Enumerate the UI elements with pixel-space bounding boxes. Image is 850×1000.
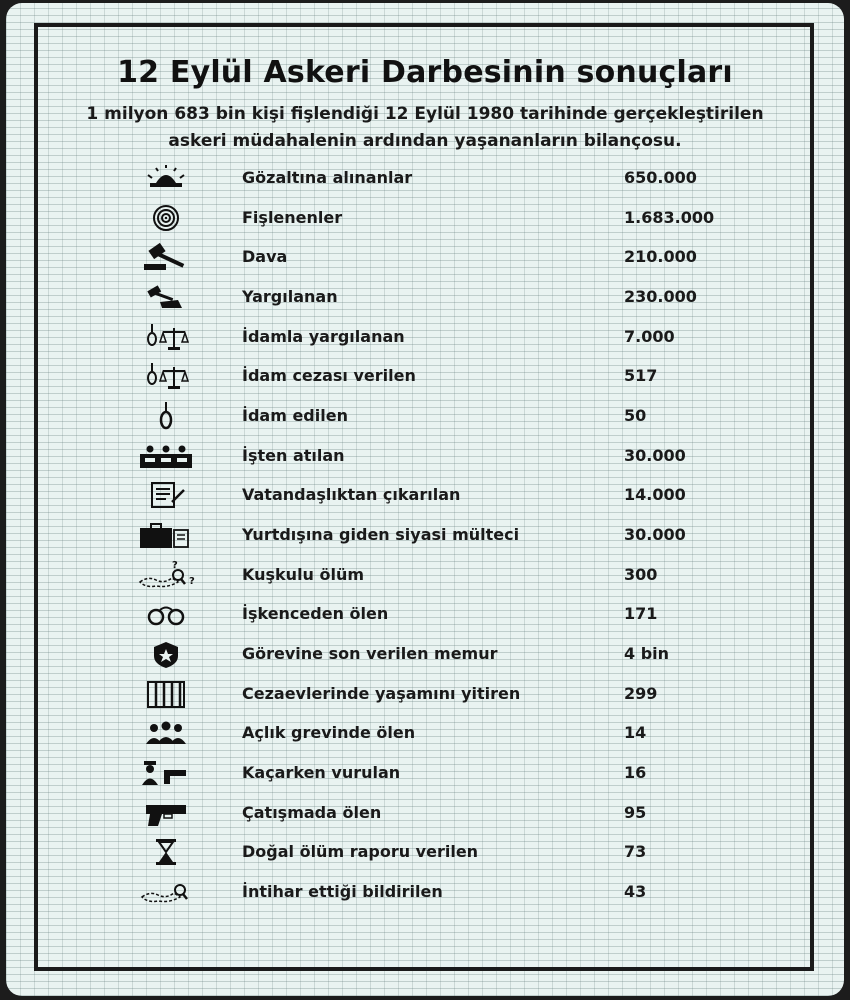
stat-row — [6, 837, 844, 877]
noose-scales-icon — [134, 361, 198, 391]
stat-label: Fişlenenler — [242, 207, 343, 227]
stat-row — [6, 758, 844, 798]
stat-row — [6, 242, 844, 282]
noose-scales-icon — [134, 322, 198, 352]
stat-row — [6, 520, 844, 560]
fingerprint-icon — [134, 203, 198, 233]
stat-row — [6, 798, 844, 838]
stat-value: 210.000 — [624, 247, 697, 267]
stat-value: 1.683.000 — [624, 207, 715, 227]
page-subtitle — [6, 101, 844, 155]
stat-value: 299 — [624, 683, 658, 703]
gavel-hand-icon — [134, 282, 198, 312]
stat-row — [6, 877, 844, 917]
stat-label: Görevine son verilen memur — [242, 643, 498, 663]
stat-value: 16 — [624, 762, 647, 782]
stat-value: 30.000 — [624, 524, 686, 544]
stat-row — [6, 401, 844, 441]
gavel-icon — [134, 242, 198, 272]
stat-label: İdam edilen — [242, 405, 348, 425]
stat-row — [6, 679, 844, 719]
prison-bars-icon — [134, 679, 198, 709]
stat-value: 43 — [624, 881, 647, 901]
stat-value: 230.000 — [624, 286, 697, 306]
stat-label: Yargılanan — [242, 286, 338, 306]
stat-label: İdam cezası verilen — [242, 366, 416, 386]
statistics-list — [6, 163, 844, 916]
svg-text:?: ? — [172, 559, 178, 571]
subtitle-line-2: askeri müdahalenin ardından yaşananların bilançosu. — [168, 131, 682, 151]
stat-label: İdamla yargılanan — [242, 326, 405, 346]
page-title: 12 Eylül Askeri Darbesinin sonuçları — [117, 55, 733, 90]
body-outline-magnifier-icon — [134, 877, 198, 907]
stat-row — [6, 163, 844, 203]
stat-value: 50 — [624, 405, 647, 425]
svg-text:?: ? — [189, 575, 195, 587]
infographic-card — [6, 3, 844, 996]
stat-value: 73 — [624, 842, 647, 862]
stat-row — [6, 560, 844, 600]
stat-value: 7.000 — [624, 326, 675, 346]
stat-value: 14 — [624, 723, 647, 743]
stat-label: Vatandaşlıktan çıkarılan — [242, 485, 461, 505]
stat-row — [6, 322, 844, 362]
stat-label: Yurtdışına giden siyasi mülteci — [242, 524, 520, 544]
stat-value: 95 — [624, 802, 647, 822]
stat-label: İşkenceden ölen — [242, 604, 389, 624]
stat-row — [6, 361, 844, 401]
stat-row — [6, 441, 844, 481]
pistol-icon — [134, 798, 198, 828]
stat-row — [6, 639, 844, 679]
stat-value: 171 — [624, 604, 658, 624]
stat-label: İşten atılan — [242, 445, 345, 465]
stat-label: Çatışmada ölen — [242, 802, 382, 822]
stat-value: 650.000 — [624, 168, 697, 187]
stat-row — [6, 718, 844, 758]
subtitle-line-1: 1 milyon 683 bin kişi fişlendiği 12 Eylül 1980 tarihinde gerçekleştirilen — [86, 104, 764, 124]
stat-value: 30.000 — [624, 445, 686, 465]
stat-label: Açlık grevinde ölen — [242, 723, 416, 743]
stat-row — [6, 203, 844, 243]
stat-label: Kuşkulu ölüm — [242, 564, 365, 584]
stat-value: 300 — [624, 564, 658, 584]
briefcase-document-icon — [134, 520, 198, 550]
noose-icon — [134, 401, 198, 431]
stat-row — [6, 599, 844, 639]
document-icon — [134, 480, 198, 510]
siren-icon — [134, 163, 198, 193]
stat-label: İntihar ettiği bildirilen — [242, 881, 443, 901]
stat-label: Cezaevlerinde yaşamını yitiren — [242, 683, 521, 703]
stat-label: Dava — [242, 247, 288, 267]
handcuffs-icon — [134, 599, 198, 629]
hourglass-icon — [134, 837, 198, 867]
group-people-icon — [134, 718, 198, 748]
stat-row — [6, 480, 844, 520]
stat-label: Gözaltına alınanlar — [242, 168, 413, 187]
stat-value: 14.000 — [624, 485, 686, 505]
stat-value: 517 — [624, 366, 658, 386]
workers-desk-icon — [134, 441, 198, 471]
officer-gun-icon — [134, 758, 198, 788]
body-outline-question-icon — [134, 560, 198, 590]
stat-value: 4 bin — [624, 643, 670, 663]
stat-label: Doğal ölüm raporu verilen — [242, 842, 479, 862]
police-badge-icon — [134, 639, 198, 669]
stat-label: Kaçarken vurulan — [242, 762, 401, 782]
stat-row — [6, 282, 844, 322]
